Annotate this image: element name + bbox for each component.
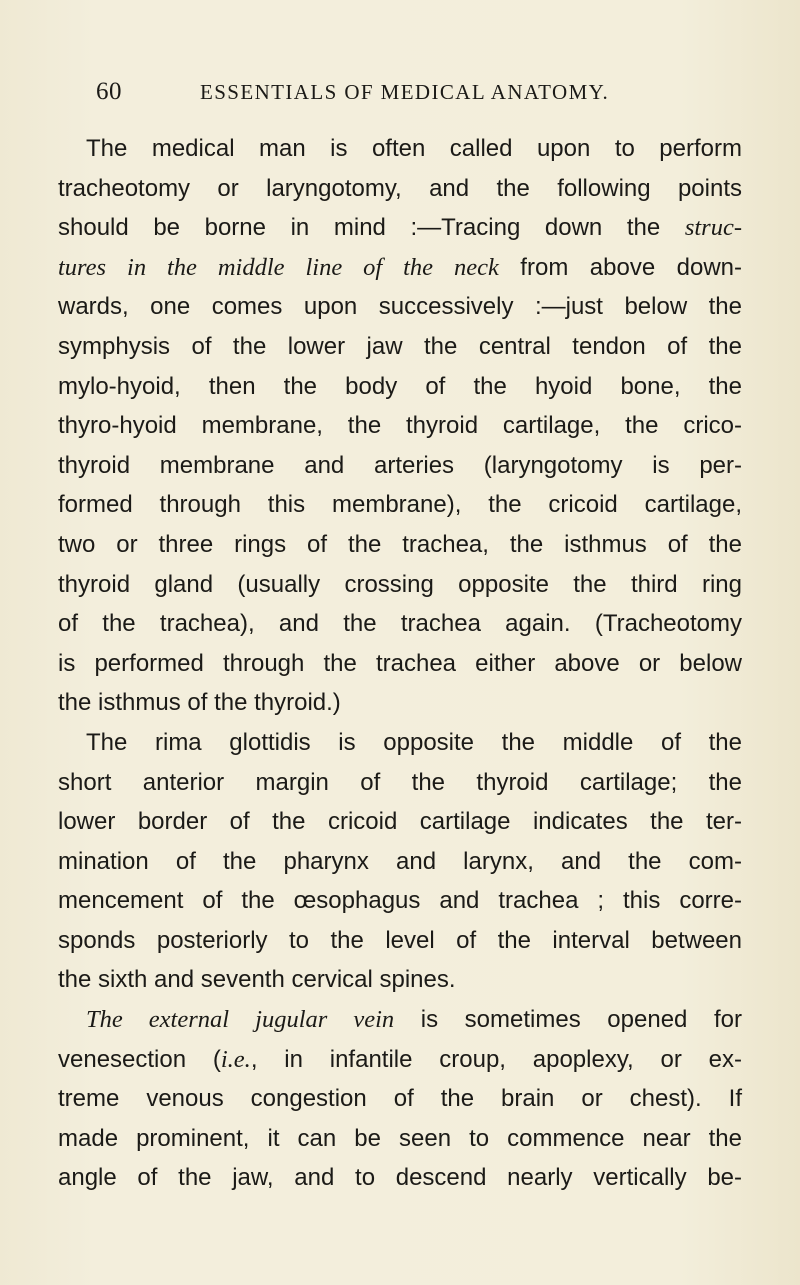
text-line: The medical man is often called upon to perform bbox=[86, 135, 742, 162]
text-line: venesection (i.e., in infantile croup, apoplexy, or ex- bbox=[58, 1045, 742, 1073]
text-line: made prominent, it can be seen to commence near the bbox=[58, 1124, 742, 1152]
text-line: angle of the jaw, and to descend nearly vertically be- bbox=[58, 1164, 742, 1192]
text-line: tures in the middle line of the neck from above down- bbox=[58, 253, 742, 281]
text-line: treme venous congestion of the brain or chest). If bbox=[58, 1085, 742, 1113]
text-line: should be borne in mind :—Tracing down the struc- bbox=[58, 214, 742, 242]
text-line: is performed through the trachea either above or below bbox=[58, 649, 742, 677]
text-line: thyroid gland (usually crossing opposite the third ring bbox=[58, 570, 742, 598]
italic-phrase: i.e. bbox=[220, 1045, 251, 1073]
text-line: tracheotomy or laryngotomy, and the following points bbox=[58, 174, 742, 202]
text-line: The rima glottidis is opposite the middle of the bbox=[86, 728, 742, 756]
italic-phrase: neck bbox=[453, 253, 499, 281]
text-line: thyroid membrane and arteries (laryngotomy is per- bbox=[58, 451, 742, 479]
italic-phrase: struc- bbox=[684, 214, 742, 242]
page-header bbox=[96, 78, 696, 108]
page-number: 60 bbox=[96, 78, 122, 105]
text-line: short anterior margin of the thyroid cartilage; the bbox=[58, 768, 742, 796]
text-line: mylo-hyoid, then the body of the hyoid bone, the bbox=[58, 372, 742, 400]
text-line: of the trachea), and the trachea again. (Tracheotomy bbox=[58, 610, 742, 638]
text-line: lower border of the cricoid cartilage indicates the ter- bbox=[58, 808, 742, 836]
italic-phrase: middle line bbox=[217, 253, 343, 281]
body-text bbox=[58, 129, 742, 1198]
text-line: thyro-hyoid membrane, the thyroid cartilage, the crico- bbox=[58, 412, 742, 440]
text-line: the isthmus of the thyroid.) bbox=[58, 689, 341, 717]
italic-phrase: tures in the bbox=[58, 253, 218, 281]
text-line: mencement of the œsophagus and trachea ; this corre- bbox=[58, 887, 742, 915]
text-line: two or three rings of the trachea, the isthmus of the bbox=[58, 530, 742, 558]
italic-phrase: The external jugular vein bbox=[86, 1006, 395, 1034]
running-head: ESSENTIALS OF MEDICAL ANATOMY. bbox=[200, 80, 610, 104]
text-line: The external jugular vein is sometimes opened for bbox=[86, 1006, 743, 1034]
text-line: wards, one comes upon successively :—just below the bbox=[58, 293, 742, 321]
text-line: mination of the pharynx and larynx, and the com- bbox=[58, 847, 742, 875]
text-line: symphysis of the lower jaw the central tendon of the bbox=[58, 332, 742, 360]
text-line: formed through this membrane), the cricoid cartilage, bbox=[58, 491, 742, 519]
text-line: the sixth and seventh cervical spines. bbox=[58, 966, 456, 994]
italic-phrase: of the bbox=[342, 253, 454, 281]
text-line: sponds posteriorly to the level of the interval between bbox=[58, 926, 742, 954]
